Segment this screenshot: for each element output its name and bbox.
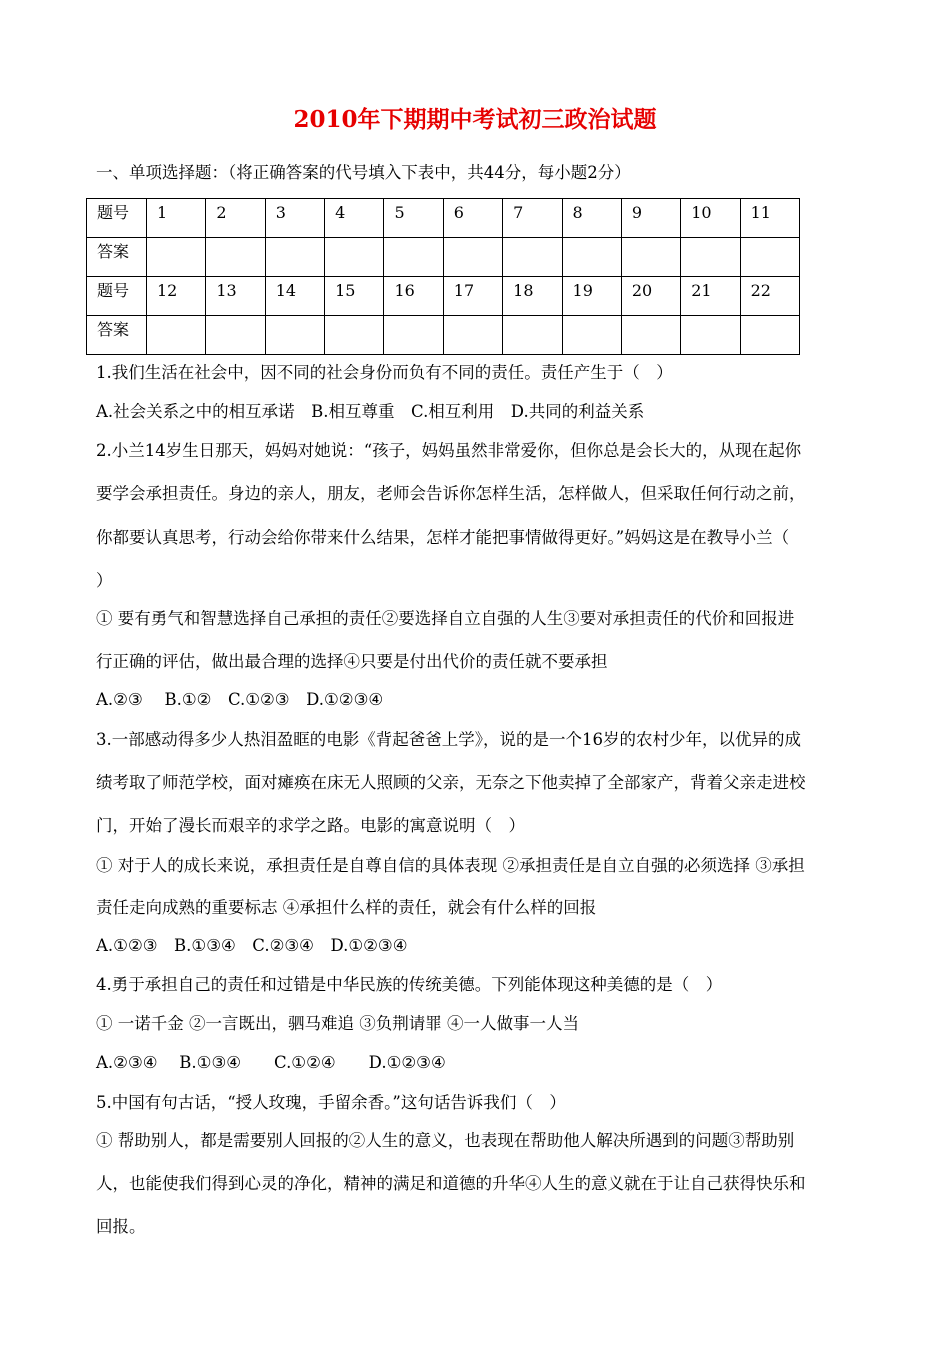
question-number: 6 (443, 199, 502, 238)
answer-cell[interactable] (740, 238, 799, 277)
options-line: A.②③④ B.①③④ C.①②④ D.①②③④ (96, 1053, 446, 1072)
answer-cell[interactable] (147, 316, 206, 355)
answer-cell[interactable] (503, 238, 562, 277)
answer-cell[interactable] (562, 238, 621, 277)
question-number: 7 (503, 199, 562, 238)
question-number: 14 (265, 277, 324, 316)
answer-cell[interactable] (621, 316, 680, 355)
question-number: 4 (325, 199, 384, 238)
question-line: 绩考取了师范学校，面对瘫痪在床无人照顾的父亲，无奈之下他卖掉了全部家产，背着父亲走进校 (96, 773, 806, 792)
answer-cell[interactable] (384, 316, 443, 355)
question-number: 3 (265, 199, 324, 238)
question-number: 1 (147, 199, 206, 238)
statement-line: 人，也能使我们得到心灵的净化，精神的满足和道德的升华④人生的意义就在于让自己获得快乐和 (96, 1174, 806, 1193)
question-number: 20 (621, 277, 680, 316)
question-line: 门，开始了漫长而艰辛的求学之路。电影的寓意说明（ ） (96, 816, 525, 835)
question-number: 13 (206, 277, 265, 316)
question-number: 15 (325, 277, 384, 316)
question-number: 21 (681, 277, 740, 316)
answer-cell[interactable] (621, 238, 680, 277)
table-row-label: 答案 (87, 316, 147, 355)
question-number: 16 (384, 277, 443, 316)
answer-cell[interactable] (147, 238, 206, 277)
question-number: 11 (740, 199, 799, 238)
question-number: 18 (503, 277, 562, 316)
question-line: 5.中国有句古话，“授人玫瑰，手留余香。”这句话告诉我们（ ） (96, 1093, 566, 1112)
answer-cell[interactable] (562, 316, 621, 355)
table-row (87, 238, 800, 277)
answer-cell[interactable] (681, 238, 740, 277)
answer-cell[interactable] (384, 238, 443, 277)
options-line: A.社会关系之中的相互承诺 B.相互尊重 C.相互利用 D.共同的利益关系 (96, 402, 645, 421)
answer-cell[interactable] (325, 316, 384, 355)
question-number: 5 (384, 199, 443, 238)
question-line: 你都要认真思考，行动会给你带来什么结果，怎样才能把事情做得更好。”妈妈这是在教导小兰（ (96, 528, 790, 547)
question-line: 4.勇于承担自己的责任和过错是中华民族的传统美德。下列能体现这种美德的是（ ） (96, 975, 723, 994)
answer-cell[interactable] (265, 316, 324, 355)
statement-line: 责任走向成熟的重要标志 ④承担什么样的责任，就会有什么样的回报 (96, 898, 597, 917)
answer-cell[interactable] (206, 316, 265, 355)
question-number: 19 (562, 277, 621, 316)
question-number: 2 (206, 199, 265, 238)
table-row-label: 题号 (87, 199, 147, 238)
options-line: A.②③ B.①② C.①②③ D.①②③④ (96, 690, 384, 709)
question-line: ） (96, 571, 113, 590)
answer-cell[interactable] (265, 238, 324, 277)
statement-line: ① 帮助别人，都是需要别人回报的②人生的意义，也表现在帮助他人解决所遇到的问题③帮助别 (96, 1131, 795, 1150)
question-line: 2.小兰14岁生日那天，妈妈对她说：“孩子，妈妈虽然非常爱你，但你总是会长大的，从现在起你 (96, 441, 802, 460)
statement-line: ① 要有勇气和智慧选择自己承担的责任②要选择自立自强的人生③要对承担责任的代价和回报进 (96, 609, 795, 628)
table-row-label: 题号 (87, 277, 147, 316)
answer-cell[interactable] (206, 238, 265, 277)
answer-cell[interactable] (740, 316, 799, 355)
options-line: A.①②③ B.①③④ C.②③④ D.①②③④ (96, 936, 408, 955)
answer-cell[interactable] (325, 238, 384, 277)
statement-line: 行正确的评估，做出最合理的选择④只要是付出代价的责任就不要承担 (96, 652, 608, 671)
table-row (87, 277, 800, 316)
statement-line: ① 对于人的成长来说，承担责任是自尊自信的具体表现 ②承担责任是自立自强的必须选择 ③承担 (96, 856, 805, 875)
statement-line: ① 一诺千金 ②一言既出，驷马难追 ③负荆请罪 ④一人做事一人当 (96, 1014, 579, 1033)
question-line: 3.一部感动得多少人热泪盈眶的电影《背起爸爸上学》，说的是一个16岁的农村少年，以优异的成 (96, 730, 801, 749)
question-line: 要学会承担责任。身边的亲人，朋友，老师会告诉你怎样生活，怎样做人，但采取任何行动之前， (96, 484, 806, 503)
question-number: 22 (740, 277, 799, 316)
table-row-label: 答案 (87, 238, 147, 277)
table-row (87, 316, 800, 355)
answer-cell[interactable] (503, 316, 562, 355)
answer-cell[interactable] (681, 316, 740, 355)
table-row (87, 199, 800, 238)
statement-line: 回报。 (96, 1217, 146, 1236)
answer-table (86, 198, 800, 355)
section-heading: 一、单项选择题：（将正确答案的代号填入下表中，共44分，每小题2分） (96, 163, 631, 182)
answer-cell[interactable] (443, 316, 502, 355)
question-number: 12 (147, 277, 206, 316)
exam-title: 2010年下期期中考试初三政治试题 (293, 106, 657, 133)
question-number: 17 (443, 277, 502, 316)
question-number: 10 (681, 199, 740, 238)
question-number: 9 (621, 199, 680, 238)
question-number: 8 (562, 199, 621, 238)
answer-cell[interactable] (443, 238, 502, 277)
question-line: 1.我们生活在社会中，因不同的社会身份而负有不同的责任。责任产生于（ ） (96, 363, 673, 382)
